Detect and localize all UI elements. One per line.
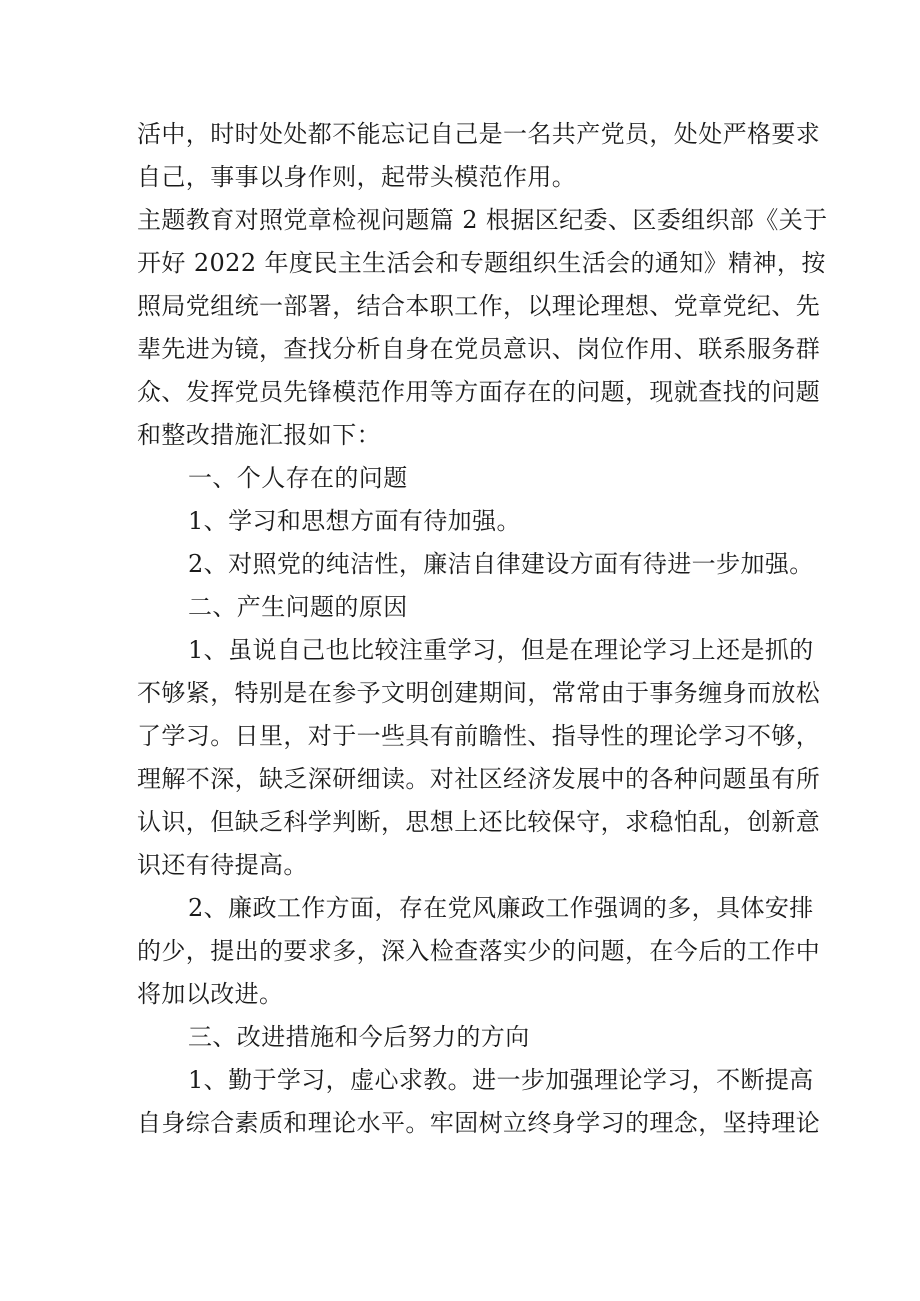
body-text-line: 识还有待提高。 (137, 851, 308, 879)
heading-causes: 二、产生问题的原因 (188, 593, 408, 621)
list-item: 1、虽说自己也比较注重学习，但是在理论学习上还是抓的 (188, 636, 814, 664)
body-text-line: 的少，提出的要求多，深入检查落实少的问题，在今后的工作中 (137, 937, 821, 965)
body-text-line: 活中，时时处处都不能忘记自己是一名共产党员，处处严格要求 (137, 120, 821, 148)
list-item: 2、对照党的纯洁性，廉洁自律建设方面有待进一步加强。 (188, 550, 814, 578)
body-text-line: 将加以改进。 (137, 980, 284, 1008)
body-text-line: 理解不深，缺乏深研细读。对社区经济发展中的各种问题虽有所 (137, 765, 821, 793)
body-text-line: 开好 2022 年度民主生活会和专题组织生活会的通知》精神，按 (137, 249, 826, 277)
body-text-line: 自身综合素质和理论水平。牢固树立终身学习的理念，坚持理论 (137, 1109, 821, 1137)
body-text-line: 不够紧，特别是在参予文明创建期间，常常由于事务缠身而放松 (137, 679, 821, 707)
body-text-line: 辈先进为镜，查找分析自身在党员意识、岗位作用、联系服务群 (137, 335, 821, 363)
body-text-line: 认识，但缺乏科学判断，思想上还比较保守，求稳怕乱，创新意 (137, 808, 821, 836)
body-text-line: 和整改措施汇报如下： (137, 421, 381, 449)
list-item: 2、廉政工作方面，存在党风廉政工作强调的多，具体安排 (188, 894, 814, 922)
heading-individual-problems: 一、个人存在的问题 (188, 464, 408, 492)
heading-improvement-measures: 三、改进措施和今后努力的方向 (188, 1023, 530, 1051)
body-text-line: 照局党组统一部署，结合本职工作，以理论理想、党章党纪、先 (137, 292, 821, 320)
body-text-line: 了学习。日里，对于一些具有前瞻性、指导性的理论学习不够， (137, 722, 821, 750)
section-title-line: 主题教育对照党章检视问题篇 2 根据区纪委、区委组织部《关于 (137, 206, 828, 234)
body-text-line: 自己，事事以身作则，起带头模范作用。 (137, 163, 577, 191)
list-item: 1、勤于学习，虚心求教。进一步加强理论学习，不断提高 (188, 1066, 814, 1094)
list-item: 1、学习和思想方面有待加强。 (188, 507, 521, 535)
body-text-line: 众、发挥党员先锋模范作用等方面存在的问题，现就查找的问题 (137, 378, 821, 406)
